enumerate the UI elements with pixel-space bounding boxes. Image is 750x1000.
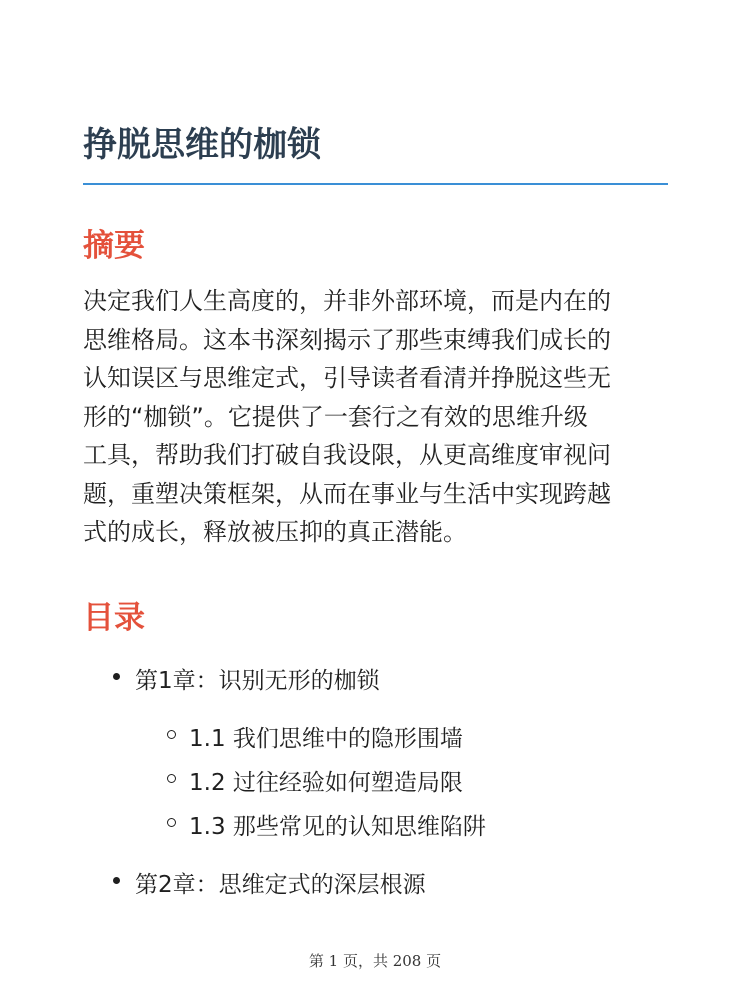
summary-line: 认知误区与思维定式，引导读者看清并挣脱这些无 — [83, 364, 611, 392]
bullet-disc-icon — [113, 877, 120, 884]
toc-section-label: 1.1 我们思维中的隐形围墙 — [189, 726, 463, 752]
toc-heading: 目录 — [83, 600, 145, 636]
toc-chapter-label: 第2章：思维定式的深层根源 — [135, 872, 426, 898]
summary-line: 形的“枷锁”。它提供了一套行之有效的思维升级 — [83, 402, 588, 431]
bullet-disc-icon — [113, 673, 120, 680]
toc-section-1-1[interactable] — [189, 720, 463, 753]
summary-heading: 摘要 — [83, 228, 145, 264]
summary-line: 工具，帮助我们打破自我设限，从更高维度审视问 — [83, 441, 611, 469]
toc-section-1-3[interactable] — [189, 808, 486, 841]
summary-line: 决定我们人生高度的，并非外部环境，而是内在的 — [83, 287, 611, 315]
bullet-circle-icon — [167, 730, 176, 739]
toc-chapter-2[interactable] — [135, 866, 426, 899]
toc-chapter-1[interactable] — [135, 662, 380, 695]
summary-line: 题，重塑决策框架，从而在事业与生活中实现跨越 — [83, 479, 611, 508]
book-title: 挣脱思维的枷锁 — [83, 125, 321, 165]
toc-section-label: 1.3 那些常见的认知思维陷阱 — [189, 814, 486, 840]
summary-line: 思维格局。这本书深刻揭示了那些束缚我们成长的 — [83, 325, 611, 354]
toc-section-label: 1.2 过往经验如何塑造局限 — [189, 770, 463, 796]
summary-paragraph — [83, 282, 668, 552]
bullet-circle-icon — [167, 774, 176, 783]
title-divider — [83, 183, 668, 185]
page-number-footer: 第 1 页，共 208 页 — [308, 952, 442, 970]
summary-line: 式的成长，释放被压抑的真正潜能。 — [83, 518, 467, 546]
toc-section-1-2[interactable] — [189, 764, 463, 797]
bullet-circle-icon — [167, 818, 176, 827]
toc-chapter-label: 第1章：识别无形的枷锁 — [135, 668, 380, 694]
